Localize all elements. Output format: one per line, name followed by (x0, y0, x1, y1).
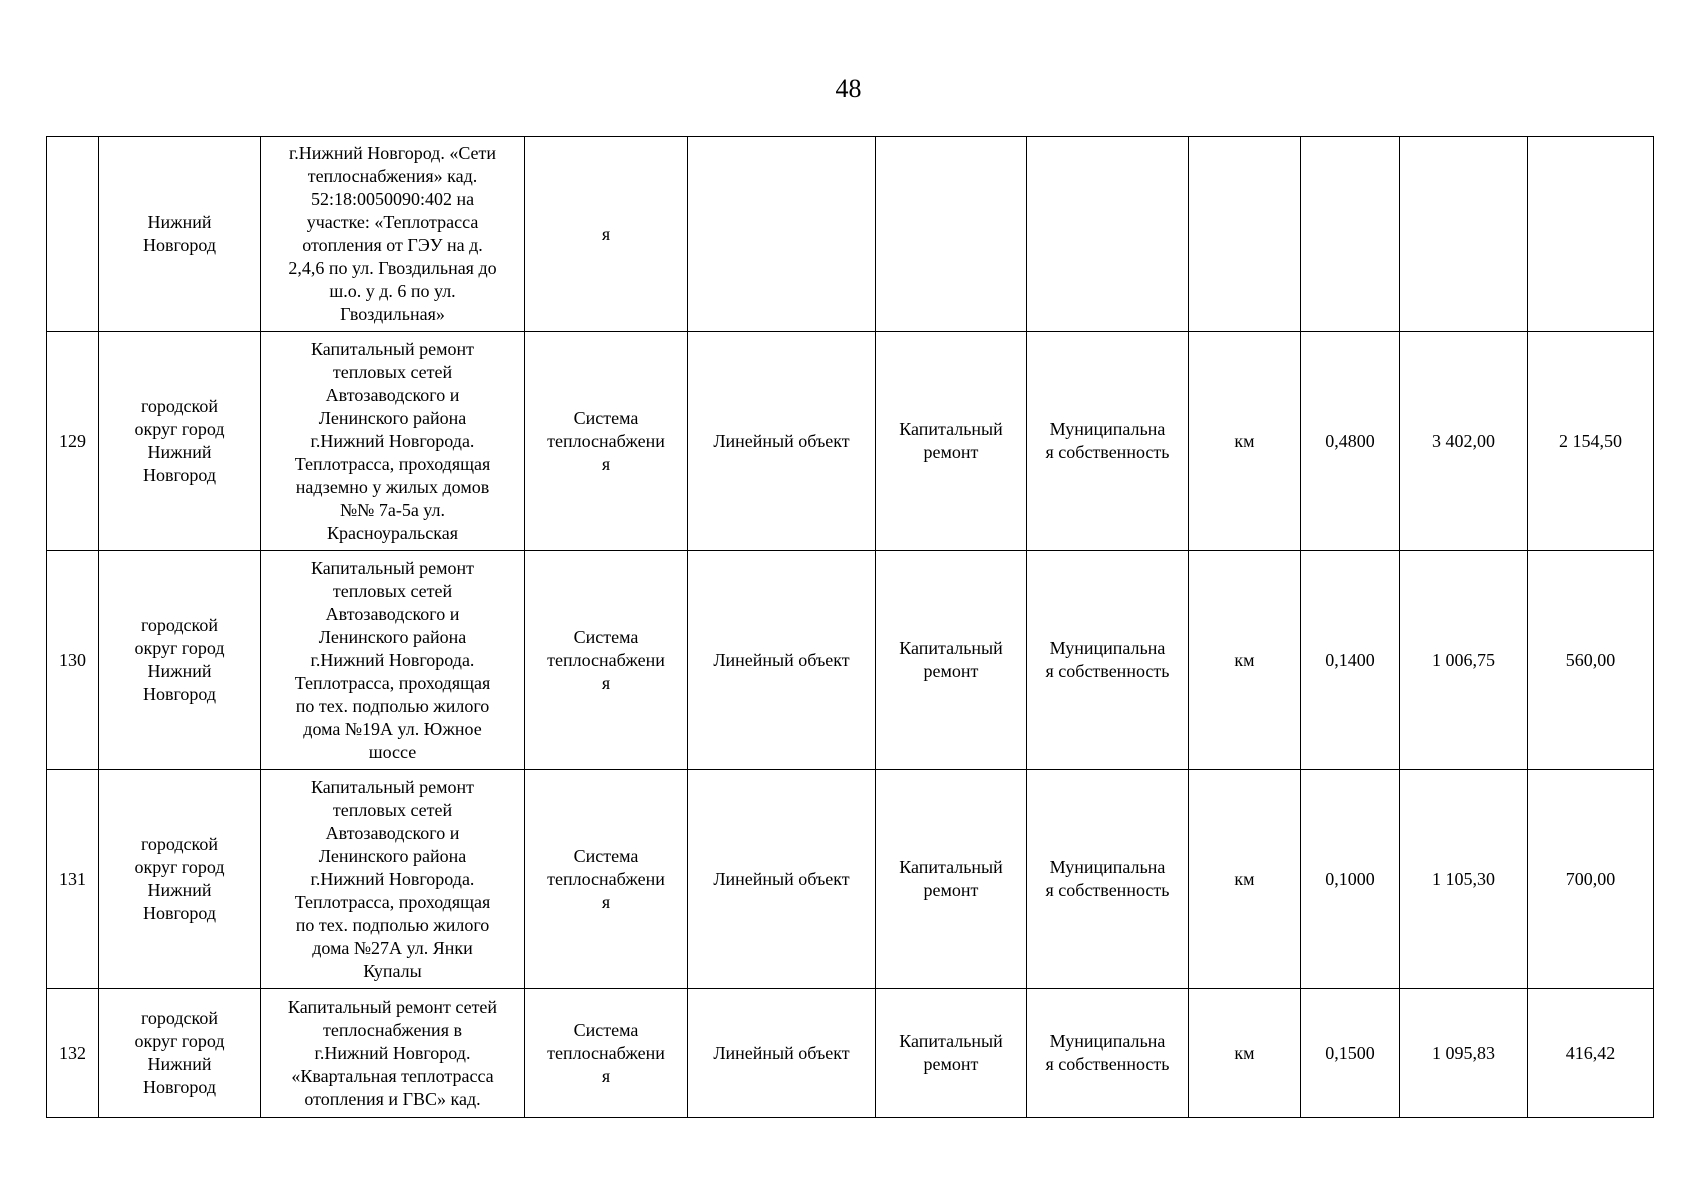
cost-cell: 416,42 (1528, 989, 1654, 1118)
work-type-cell: Капитальный ремонт (876, 989, 1027, 1118)
ownership-cell (1027, 137, 1189, 332)
length-cell: 0,1500 (1301, 989, 1400, 1118)
system-cell: Система теплоснабжени я (525, 989, 688, 1118)
page-number: 48 (835, 74, 862, 103)
cost-cell: 1 095,83 (1400, 989, 1528, 1118)
object-type-cell: Линейный объект (688, 551, 876, 770)
system-cell: я (525, 137, 688, 332)
length-cell: 0,1400 (1301, 551, 1400, 770)
cost-cell: 700,00 (1528, 770, 1654, 989)
length-cell: 0,1000 (1301, 770, 1400, 989)
row-number-cell: 129 (47, 332, 99, 551)
length-cell: 0,4800 (1301, 332, 1400, 551)
row-number-cell: 131 (47, 770, 99, 989)
work-type-cell: Капитальный ремонт (876, 332, 1027, 551)
object-type-cell: Линейный объект (688, 770, 876, 989)
ownership-cell: Муниципальна я собственность (1027, 989, 1189, 1118)
investment-table (46, 136, 1654, 1118)
cost-cell: 2 154,50 (1528, 332, 1654, 551)
ownership-cell: Муниципальна я собственность (1027, 332, 1189, 551)
ownership-cell: Муниципальна я собственность (1027, 770, 1189, 989)
cost-cell: 1 105,30 (1400, 770, 1528, 989)
row-number-cell: 130 (47, 551, 99, 770)
work-type-cell: Капитальный ремонт (876, 551, 1027, 770)
length-cell (1301, 137, 1400, 332)
cost-cell (1528, 137, 1654, 332)
row-number-cell (47, 137, 99, 332)
work-type-cell (876, 137, 1027, 332)
territory-cell: городской округ город Нижний Новгород (99, 332, 261, 551)
table-row (47, 770, 1654, 989)
ownership-cell: Муниципальна я собственность (1027, 551, 1189, 770)
unit-cell: км (1189, 551, 1301, 770)
cost-cell: 1 006,75 (1400, 551, 1528, 770)
unit-cell: км (1189, 332, 1301, 551)
object-type-cell: Линейный объект (688, 989, 876, 1118)
table-row (47, 332, 1654, 551)
object-name-cell: Капитальный ремонт сетей теплоснабжения в г.Нижний Новгород. «Квартальная теплотрасса отопления и ГВС» кад. (261, 989, 525, 1118)
unit-cell (1189, 137, 1301, 332)
object-name-cell: г.Нижний Новгород. «Сети теплоснабжения» кад. 52:18:0050090:402 на участке: «Теплотрасса отопления от ГЭУ на д. 2,4,6 по ул. Гвоздильная до ш.о. у д. 6 по ул. Гвоздильная» (261, 137, 525, 332)
object-name-cell: Капитальный ремонт тепловых сетей Автозаводского и Ленинского района г.Нижний Новгорода. Теплотрасса, проходящая по тех. подполью жилого дома №19А ул. Южное шоссе (261, 551, 525, 770)
object-name-cell: Капитальный ремонт тепловых сетей Автозаводского и Ленинского района г.Нижний Новгорода. Теплотрасса, проходящая по тех. подполью жилого дома №27А ул. Янки Купалы (261, 770, 525, 989)
table-row (47, 551, 1654, 770)
system-cell: Система теплоснабжени я (525, 332, 688, 551)
cost-cell: 3 402,00 (1400, 332, 1528, 551)
system-cell: Система теплоснабжени я (525, 770, 688, 989)
object-type-cell (688, 137, 876, 332)
unit-cell: км (1189, 989, 1301, 1118)
table-row (47, 989, 1654, 1118)
territory-cell: Нижний Новгород (99, 137, 261, 332)
table-row (47, 137, 1654, 332)
work-type-cell: Капитальный ремонт (876, 770, 1027, 989)
unit-cell: км (1189, 770, 1301, 989)
territory-cell: городской округ город Нижний Новгород (99, 989, 261, 1118)
object-name-cell: Капитальный ремонт тепловых сетей Автозаводского и Ленинского района г.Нижний Новгорода. Теплотрасса, проходящая надземно у жилых домов №№ 7а-5а ул. Красноуральская (261, 332, 525, 551)
territory-cell: городской округ город Нижний Новгород (99, 770, 261, 989)
cost-cell (1400, 137, 1528, 332)
territory-cell: городской округ город Нижний Новгород (99, 551, 261, 770)
cost-cell: 560,00 (1528, 551, 1654, 770)
object-type-cell: Линейный объект (688, 332, 876, 551)
row-number-cell: 132 (47, 989, 99, 1118)
system-cell: Система теплоснабжени я (525, 551, 688, 770)
